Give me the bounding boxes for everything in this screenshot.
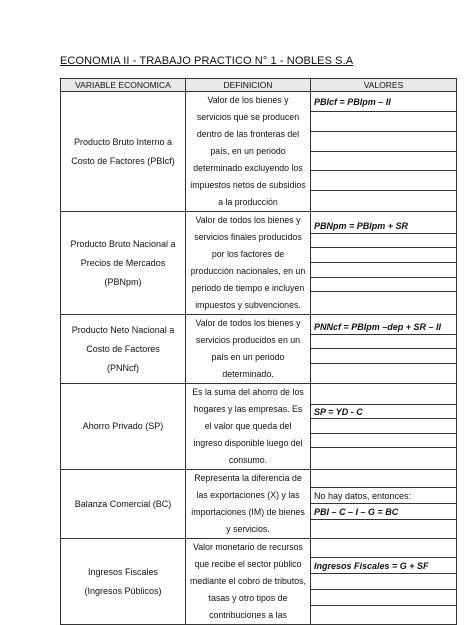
values-cell xyxy=(311,315,457,384)
definition-line: Valor de todos los bienes y xyxy=(195,318,301,328)
formula-line: PBIcf = PBIpm – II xyxy=(311,93,456,113)
value-line xyxy=(311,349,456,364)
variable-cell xyxy=(61,539,186,625)
definition-line: ingreso disponible luego del xyxy=(193,438,303,448)
table-row xyxy=(61,384,457,470)
definition-line: producción nacionales, en un xyxy=(190,266,306,276)
table-row xyxy=(61,539,457,625)
definition-cell xyxy=(186,384,311,470)
variable-cell xyxy=(61,470,186,539)
definition-line: y servicios. xyxy=(226,524,270,534)
value-line xyxy=(311,112,456,132)
value-line xyxy=(311,590,456,606)
definition-cell xyxy=(186,315,311,384)
value-line xyxy=(311,448,456,462)
variable-cell xyxy=(61,92,186,212)
definition-line: Valor de los bienes y xyxy=(207,95,289,105)
document-title: ECONOMIA II - TRABAJO PRACTICO N° 1 - NOBLES S.A xyxy=(60,55,354,67)
formula-line: PBI – C – I – G = BC xyxy=(311,504,456,520)
value-line xyxy=(311,263,456,278)
definition-line: el valor que queda del xyxy=(204,421,292,431)
variable-line: (PBNpm) xyxy=(104,276,142,287)
value-line xyxy=(311,542,456,558)
definition-line: contribuciones a las xyxy=(209,610,287,620)
value-line xyxy=(311,606,456,622)
definition-line: importaciones (IM) de bienes xyxy=(191,507,305,517)
definition-line: impuestos y subvenciones. xyxy=(195,300,301,310)
table-row xyxy=(61,470,457,539)
definition-line: servicios finales producidos xyxy=(194,232,302,242)
definition-line: Representa la diferencia de xyxy=(194,473,302,483)
economic-variables-table xyxy=(60,78,457,625)
value-line xyxy=(311,234,456,249)
value-line xyxy=(311,132,456,152)
variable-line: Balanza Comercial (BC) xyxy=(74,498,172,509)
definition-line: Valor de todos los bienes y xyxy=(195,215,301,225)
values-cell xyxy=(311,470,457,539)
value-line xyxy=(311,574,456,590)
value-line xyxy=(311,278,456,293)
variable-line: Costo de Factores (PBIcf) xyxy=(71,155,175,166)
variable-line: Producto Bruto Nacional a xyxy=(70,238,176,249)
variable-cell xyxy=(61,315,186,384)
definition-line: servicios que se producen xyxy=(196,112,300,122)
definition-line: que recibe el sector público xyxy=(194,559,302,569)
definition-line: dentro de las fronteras del xyxy=(196,129,300,139)
table-row xyxy=(61,212,457,315)
values-cell xyxy=(311,539,457,625)
value-line xyxy=(311,248,456,263)
value-line: No hay datos, entonces: xyxy=(311,488,456,504)
definition-line: tasas y otro tipos de xyxy=(208,593,288,603)
definition-line: periodo de tiempo e incluyen xyxy=(191,283,305,293)
value-line xyxy=(311,171,456,191)
definition-cell xyxy=(186,470,311,539)
variable-cell xyxy=(61,212,186,315)
table-header-row xyxy=(61,79,457,92)
value-line xyxy=(311,335,456,350)
header-definition: DEFINICION xyxy=(186,79,311,92)
variable-line: Producto Neto Nacional a xyxy=(71,324,175,335)
definition-line: consumo. xyxy=(228,455,268,465)
definition-line: mediante el cobro de tributos, xyxy=(190,576,306,586)
definition-cell xyxy=(186,539,311,625)
value-line xyxy=(311,391,456,405)
definition-line: impuestos netos de subsidios xyxy=(190,180,306,190)
definition-line: país en un periodo xyxy=(211,352,285,362)
variable-line: Precios de Mercados xyxy=(80,257,166,268)
value-line xyxy=(311,364,456,379)
variable-line: Producto Bruto Interno a xyxy=(73,136,173,147)
variable-line: (PNNcf) xyxy=(107,362,139,373)
value-line xyxy=(311,520,456,536)
definition-cell xyxy=(186,92,311,212)
values-cell xyxy=(311,92,457,212)
value-line xyxy=(311,152,456,172)
variable-line: Costo de Factores xyxy=(86,343,160,354)
value-line xyxy=(311,419,456,433)
formula-line: Ingresos Fiscales = G + SF xyxy=(311,558,456,574)
table-row xyxy=(61,92,457,212)
variable-line: Ahorro Privado (SP) xyxy=(82,421,164,431)
value-line xyxy=(311,472,456,488)
header-variable: VARIABLE ECONOMICA xyxy=(61,79,186,92)
value-line xyxy=(311,292,456,307)
definition-line: determinado. xyxy=(222,369,274,379)
variable-line: Ingresos Fiscales xyxy=(87,566,159,577)
variable-cell xyxy=(61,384,186,470)
header-values: VALORES xyxy=(311,79,457,92)
formula-line: PBNpm = PBIpm + SR xyxy=(311,219,456,234)
definition-line: hogares y las empresas. Es xyxy=(193,404,303,414)
definition-line: las exportaciones (X) y las xyxy=(196,490,300,500)
values-cell xyxy=(311,384,457,470)
table-row xyxy=(61,315,457,384)
definition-line: Es la suma del ahorro de los xyxy=(192,387,304,397)
value-line xyxy=(311,434,456,448)
formula-line: PNNcf = PBIpm –dep + SR – II xyxy=(311,320,456,335)
definition-line: por los factores de xyxy=(211,249,285,259)
definition-line: servicios producidos en un xyxy=(195,335,301,345)
definition-cell xyxy=(186,212,311,315)
formula-line: SP = YD - C xyxy=(311,405,456,419)
definition-line: a la producción xyxy=(218,197,278,207)
definition-line: Valor monetario de recursos xyxy=(193,542,303,552)
definition-line: país, en un periodo xyxy=(210,146,286,156)
value-line xyxy=(311,191,456,211)
values-cell xyxy=(311,212,457,315)
definition-line: determinado excluyendo los xyxy=(193,163,303,173)
variable-line: (Ingresos Públicos) xyxy=(84,585,162,596)
